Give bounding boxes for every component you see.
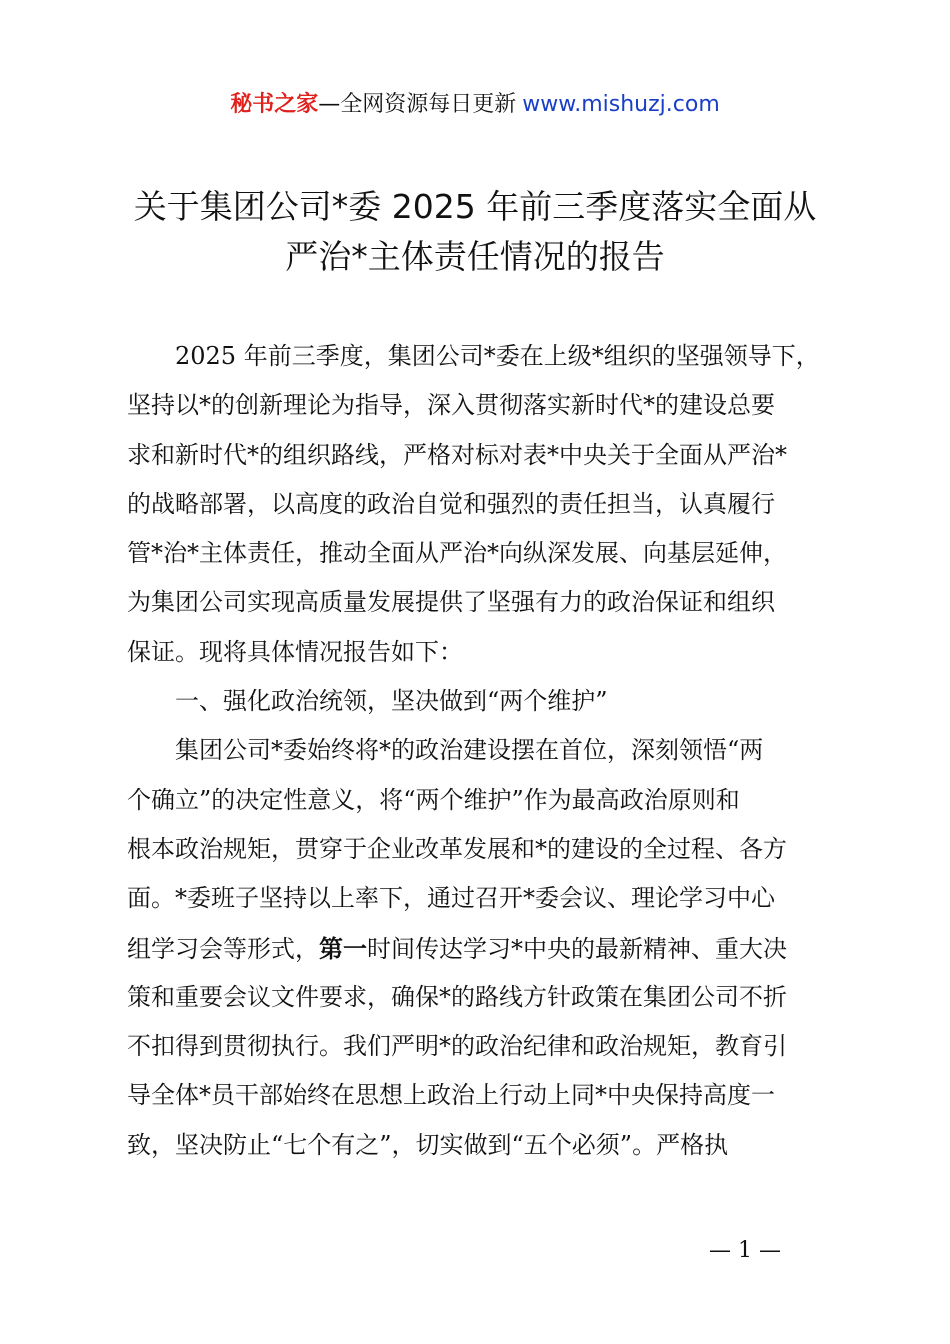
paragraph-line: 坚持以*的创新理论为指导，深入贯彻落实新时代*的建设总要 bbox=[127, 391, 775, 420]
paragraph-line: 保证。现将具体情况报告如下： bbox=[127, 637, 463, 666]
paragraph-line: 根本政治规矩，贯穿于企业改革发展和*的建设的全过程、各方 bbox=[127, 834, 787, 863]
header-slogan: —全网资源每日更新 bbox=[318, 92, 517, 117]
brand-name: 秘书之家 bbox=[230, 92, 319, 117]
title-line-1: 关于集团公司*委 2025 年前三季度落实全面从 bbox=[133, 187, 817, 226]
document-title bbox=[60, 182, 890, 282]
page-number: — 1 — bbox=[709, 1238, 781, 1263]
title-line-2: 严治*主体责任情况的报告 bbox=[285, 237, 665, 276]
bold-phrase: 第一 bbox=[319, 933, 367, 963]
paragraph-line: 管*治*主体责任，推动全面从严治*向纵深发展、向基层延伸， bbox=[127, 539, 787, 568]
paragraph-line-end: 时间传达学习*中央的最新精神、重大决 bbox=[367, 934, 787, 963]
paragraph-line: 2025 年前三季度，集团公司*委在上级*组织的坚强领导下， bbox=[175, 342, 820, 370]
paragraph-line: 面。*委班子坚持以上率下，通过召开*委会议、理论学习中心 bbox=[127, 884, 775, 913]
paragraph-line: 的战略部署，以高度的政治自觉和强烈的责任担当，认真履行 bbox=[127, 489, 775, 518]
paragraph-line bbox=[127, 924, 831, 973]
paragraph-line: 为集团公司实现高质量发展提供了坚强有力的政治保证和组织 bbox=[127, 588, 775, 617]
paragraph-line: 求和新时代*的组织路线，严格对标对表*中央关于全面从严治* bbox=[127, 440, 787, 469]
site-url-link[interactable]: www.mishuzj.com bbox=[522, 92, 720, 117]
paragraph-line: 策和重要会议文件要求，确保*的路线方针政策在集团公司不折 bbox=[127, 982, 787, 1011]
paragraph-line-start: 组学习会等形式， bbox=[127, 934, 319, 963]
site-header bbox=[0, 90, 950, 120]
paragraph-line: 集团公司*委始终将*的政治建设摆在首位，深刻领悟“两 bbox=[175, 736, 764, 765]
document-body bbox=[127, 332, 831, 1170]
paragraph-line: 致，坚决防止“七个有之”，切实做到“五个必须”。严格执 bbox=[127, 1130, 729, 1159]
paragraph-line: 不扣得到贯彻执行。我们严明*的政治纪律和政治规矩，教育引 bbox=[127, 1032, 787, 1061]
paragraph-line: 导全体*员干部始终在思想上政治上行动上同*中央保持高度一 bbox=[127, 1081, 775, 1110]
paragraph-line: 个确立”的决定性意义，将“两个维护”作为最高政治原则和 bbox=[127, 785, 740, 814]
section-heading: 一、强化政治统领，坚决做到“两个维护” bbox=[175, 687, 608, 716]
